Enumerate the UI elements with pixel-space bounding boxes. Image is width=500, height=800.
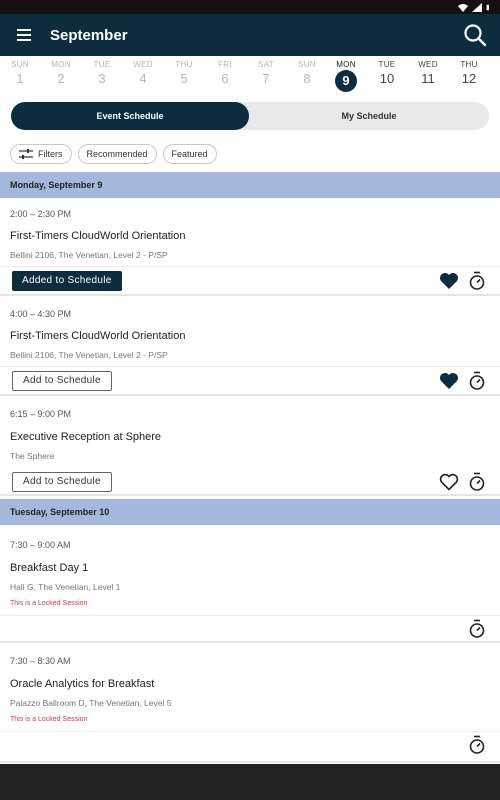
event-location: Bellini 2106, The Venetian, Level 2 - P/SP — [10, 250, 168, 260]
day-item[interactable]: TUE 10 — [378, 60, 396, 86]
event-title: Executive Reception at Sphere — [10, 431, 162, 443]
event-time: 2:00 – 2:30 PM — [10, 209, 72, 219]
divider — [0, 366, 500, 367]
date-strip — [0, 56, 500, 96]
filters-label: Filters — [38, 149, 63, 159]
event-card[interactable] — [0, 525, 500, 643]
status-bar — [0, 0, 500, 14]
locked-session-note: This is a Locked Session — [10, 600, 88, 607]
heart-filled-icon[interactable] — [439, 372, 459, 390]
heart-outline-icon[interactable] — [439, 473, 459, 491]
recommended-chip[interactable]: Recommended — [78, 144, 157, 164]
timer-icon[interactable] — [468, 735, 486, 755]
event-title: Oracle Analytics for Breakfast — [10, 678, 155, 690]
event-card[interactable] — [0, 398, 500, 496]
day-item[interactable]: MON 2 — [51, 60, 71, 86]
divider — [0, 266, 500, 267]
signal-icon — [472, 3, 482, 12]
search-icon[interactable] — [462, 22, 488, 48]
wifi-icon — [458, 3, 468, 12]
event-location: Palazzo Ballroom D, The Venetian, Level 5 — [10, 698, 172, 708]
timer-icon[interactable] — [468, 472, 486, 492]
day-item[interactable]: WED 4 — [133, 60, 153, 86]
timer-icon[interactable] — [468, 271, 486, 291]
event-location: Hall G, The Venetian, Level 1 — [10, 582, 121, 592]
event-time: 7:30 – 9:00 AM — [10, 540, 71, 550]
day-item[interactable]: WED 11 — [418, 60, 438, 86]
schedule-tabs — [11, 102, 489, 130]
event-card[interactable] — [0, 298, 500, 396]
day-item[interactable]: TUE 3 — [93, 60, 111, 86]
event-card[interactable] — [0, 198, 500, 296]
date-section-header: Tuesday, September 10 — [0, 499, 500, 525]
add-to-schedule-button[interactable]: Add to Schedule — [12, 472, 112, 492]
event-card[interactable] — [0, 645, 500, 763]
battery-icon — [486, 3, 492, 12]
day-item[interactable]: THU 5 — [175, 60, 193, 86]
event-time: 4:00 – 4:30 PM — [10, 309, 72, 319]
heart-filled-icon[interactable] — [439, 272, 459, 290]
event-title: First-Timers CloudWorld Orientation — [10, 230, 186, 242]
event-time: 6:15 – 9:00 PM — [10, 409, 72, 419]
date-section-header: Monday, September 9 — [0, 172, 500, 198]
sliders-icon — [19, 149, 33, 159]
divider — [0, 615, 500, 616]
app-bar — [0, 14, 500, 56]
day-item[interactable]: SUN 8 — [298, 60, 316, 86]
filter-chips — [10, 144, 217, 164]
event-location: Bellini 2106, The Venetian, Level 2 - P/SP — [10, 350, 168, 360]
event-title: Breakfast Day 1 — [10, 562, 89, 574]
day-item[interactable]: FRI 6 — [218, 60, 232, 86]
locked-session-note: This is a Locked Session — [10, 716, 88, 723]
event-title: First-Timers CloudWorld Orientation — [10, 330, 186, 342]
menu-icon[interactable] — [0, 14, 48, 56]
added-to-schedule-button[interactable]: Added to Schedule — [12, 271, 122, 291]
day-item-selected[interactable]: MON 9 — [326, 56, 366, 92]
add-to-schedule-button[interactable]: Add to Schedule — [12, 371, 112, 391]
timer-icon[interactable] — [468, 619, 486, 639]
event-time: 7:30 – 8:30 AM — [10, 656, 71, 666]
divider — [0, 731, 500, 732]
tab-my-schedule[interactable]: My Schedule — [341, 111, 397, 121]
filters-chip[interactable] — [10, 144, 72, 164]
featured-chip[interactable]: Featured — [163, 144, 217, 164]
event-location: The Sphere — [10, 451, 55, 461]
day-item[interactable]: SUN 1 — [11, 60, 29, 86]
page-title: September — [50, 26, 128, 44]
tab-event-schedule[interactable]: Event Schedule — [11, 102, 249, 130]
timer-icon[interactable] — [468, 371, 486, 391]
day-item[interactable]: SAT 7 — [258, 60, 274, 86]
day-item[interactable]: THU 12 — [460, 60, 478, 86]
navigation-bar — [0, 764, 500, 800]
